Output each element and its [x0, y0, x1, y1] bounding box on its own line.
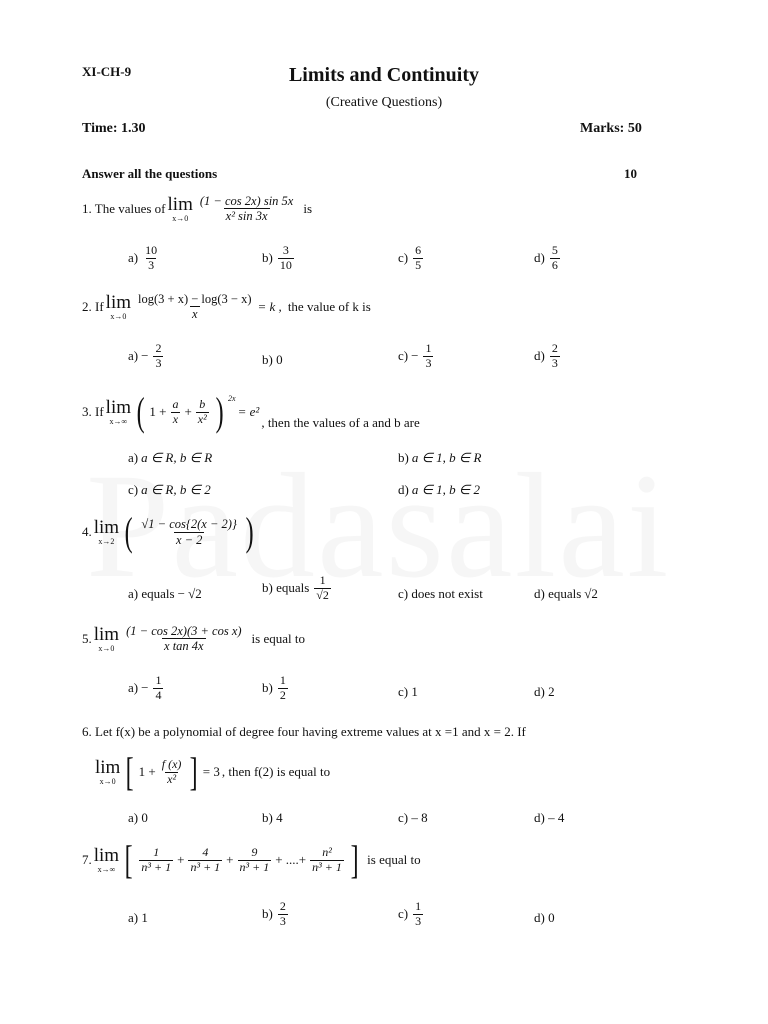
q6-equals: = 3 [202, 764, 220, 779]
q7-limit: lim x→∞ [93, 845, 120, 874]
q3-limit: lim x→∞ [105, 397, 132, 426]
time-label: Time: 1.30 [82, 121, 146, 136]
q4-option-a[interactable]: a) equals − √2 [128, 586, 202, 601]
q5-option-b[interactable]: b) $\frac{1}{2}$ [262, 673, 286, 702]
q4-left-paren: ( [124, 509, 133, 554]
q4-limit: lim x→2 [93, 517, 120, 546]
q4-fraction: $\frac{√1 - \cos\{2(x - 2)\}}{x - 2}$ [141, 517, 237, 547]
q6-right-bracket: ] [190, 749, 199, 794]
question-5 [82, 624, 305, 654]
q3-plus: + [184, 404, 192, 419]
q6-suffix: , then f(2) is equal to [221, 764, 331, 779]
q7-left-bracket: [ [124, 837, 133, 882]
q7-option-c[interactable]: c) $\frac{1}{3}$ [398, 899, 422, 928]
q3-option-c[interactable]: c) a ∈ R, b ∈ 2 [128, 482, 211, 497]
q5-fraction: $\frac{\text{(1 − cos 2x)(3 + cos x)}}{\text{x tan 4x}}$ [126, 624, 242, 654]
question-1 [82, 194, 312, 224]
q5-prefix: 5. [82, 630, 92, 646]
q1-limit: lim x→0 [167, 193, 193, 223]
q7-dots: + ....+ [275, 852, 307, 867]
q3-option-d[interactable]: d) a ∈ 1, b ∈ 2 [398, 482, 480, 497]
question-3 [82, 389, 420, 434]
q3-option-a[interactable]: a) a ∈ R, b ∈ R [128, 450, 213, 465]
q3-suffix: , then the values of a and b are [261, 415, 420, 430]
chapter-code: XI-CH-9 [82, 64, 132, 79]
q4-option-c[interactable]: c) does not exist [398, 586, 483, 601]
q1-fraction: $\frac{(1 - \cos 2x) \sin 5x}{\text{x² sin 3x}}$ [199, 194, 294, 224]
q2-prefix: 2. If [82, 298, 104, 314]
q5-option-a[interactable]: a) − $\frac{1}{4}$ [128, 673, 162, 702]
q2-option-a[interactable]: a) − $\frac{2}{3}$ [128, 341, 162, 370]
q7-term-4: $\frac{\text{n²}}{\text{n³ + 1}}$ [312, 844, 342, 874]
q4-option-b[interactable]: b) equals $\frac{1}{√2}$ [262, 573, 329, 602]
instruction-text: Answer all the questions [82, 166, 218, 181]
q5-suffix: is equal to [251, 630, 305, 646]
q7-suffix: is equal to [367, 852, 421, 867]
q3-frac-b: $\frac{b}{\text{x²}}$ [197, 396, 207, 426]
q5-option-d[interactable]: d) 2 [534, 684, 555, 699]
q6-option-c[interactable]: c) – 8 [398, 810, 428, 825]
q7-option-b[interactable]: b) $\frac{2}{3}$ [262, 899, 286, 928]
q2-equals: = k , [257, 298, 282, 314]
instruction-marks: 10 [624, 166, 637, 181]
q2-fraction: $\frac{\log(3 + x) - \log(3 - x)}{x}$ [138, 292, 252, 322]
question-4 [82, 509, 256, 554]
q2-option-d[interactable]: d) $\frac{2}{3}$ [534, 341, 558, 370]
q3-prefix: 3. If [82, 404, 104, 419]
q2-option-b[interactable]: b) 0 [262, 352, 283, 367]
q7-option-d[interactable]: d) 0 [534, 910, 555, 925]
q3-left-paren: ( [136, 389, 145, 434]
q7-term-1: $\frac{1}{\text{n³ + 1}}$ [141, 844, 172, 874]
q6-option-b[interactable]: b) 4 [262, 810, 283, 825]
q3-equals: = e² [237, 404, 260, 419]
q4-right-paren: ) [245, 509, 254, 554]
q5-option-c[interactable]: c) 1 [398, 684, 418, 699]
q2-suffix: the value of k is [287, 298, 371, 314]
q3-right-paren: ) [215, 389, 224, 434]
q1-option-b[interactable]: b) $\frac{3}{10}$ [262, 243, 292, 272]
q7-term-3: $\frac{9}{\text{n³ + 1}}$ [239, 844, 270, 874]
q7-right-bracket: ] [350, 837, 359, 882]
q1-option-d[interactable]: d) $\frac{5}{6}$ [534, 243, 558, 272]
q6-one: 1 + [138, 764, 156, 779]
q2-option-c[interactable]: c) − $\frac{1}{3}$ [398, 341, 432, 370]
q7-prefix: 7. [82, 852, 92, 867]
page-title: Limits and Continuity [288, 64, 480, 86]
q1-option-a[interactable]: a) $\frac{10}{3}$ [128, 243, 158, 272]
q6-option-a[interactable]: a) 0 [128, 810, 148, 825]
q5-limit: lim x→0 [93, 623, 120, 653]
q7-option-a[interactable]: a) 1 [128, 910, 148, 925]
question-2 [82, 292, 371, 322]
question-7: 7. lim x→∞ [ $\frac{1}{\text{n³ + 1}}$ + $\frac{4}{\text{n³ + 1}}$ + $\frac{9}{\text{n³ + 1}}$ + ....+ $\frac{\text{n²}}{\text{n³ + 1}}$ ] is equal to [82, 837, 421, 882]
q3-frac-a: $\frac{a}{x}$ [172, 396, 179, 426]
q1-suffix: is [303, 200, 313, 216]
q1-prefix: 1. The values of [82, 200, 166, 216]
question-6-expr [95, 749, 331, 794]
q1-option-c[interactable]: c) $\frac{6}{5}$ [398, 243, 422, 272]
q6-fraction: $\frac{f (x)}{\text{x²}}$ [161, 756, 182, 786]
q6-left-bracket: [ [126, 749, 135, 794]
q3-exponent: 2x [228, 394, 236, 403]
q3-one: 1 + [149, 404, 167, 419]
q3-option-b[interactable]: b) a ∈ 1, b ∈ R [398, 450, 482, 465]
q6-limit: lim x→0 [95, 757, 121, 786]
question-6-text: 6. Let f(x) be a polynomial of degree four having extreme values at x =1 and x = 2. If [82, 724, 526, 739]
q2-limit: lim x→0 [105, 291, 132, 321]
q4-option-d[interactable]: d) equals √2 [534, 586, 598, 601]
page-subtitle: (Creative Questions) [325, 95, 443, 110]
q4-prefix: 4. [82, 524, 92, 539]
q6-option-d[interactable]: d) – 4 [534, 810, 565, 825]
marks-label: Marks: 50 [580, 121, 642, 136]
q7-term-2: $\frac{4}{\text{n³ + 1}}$ [190, 844, 221, 874]
